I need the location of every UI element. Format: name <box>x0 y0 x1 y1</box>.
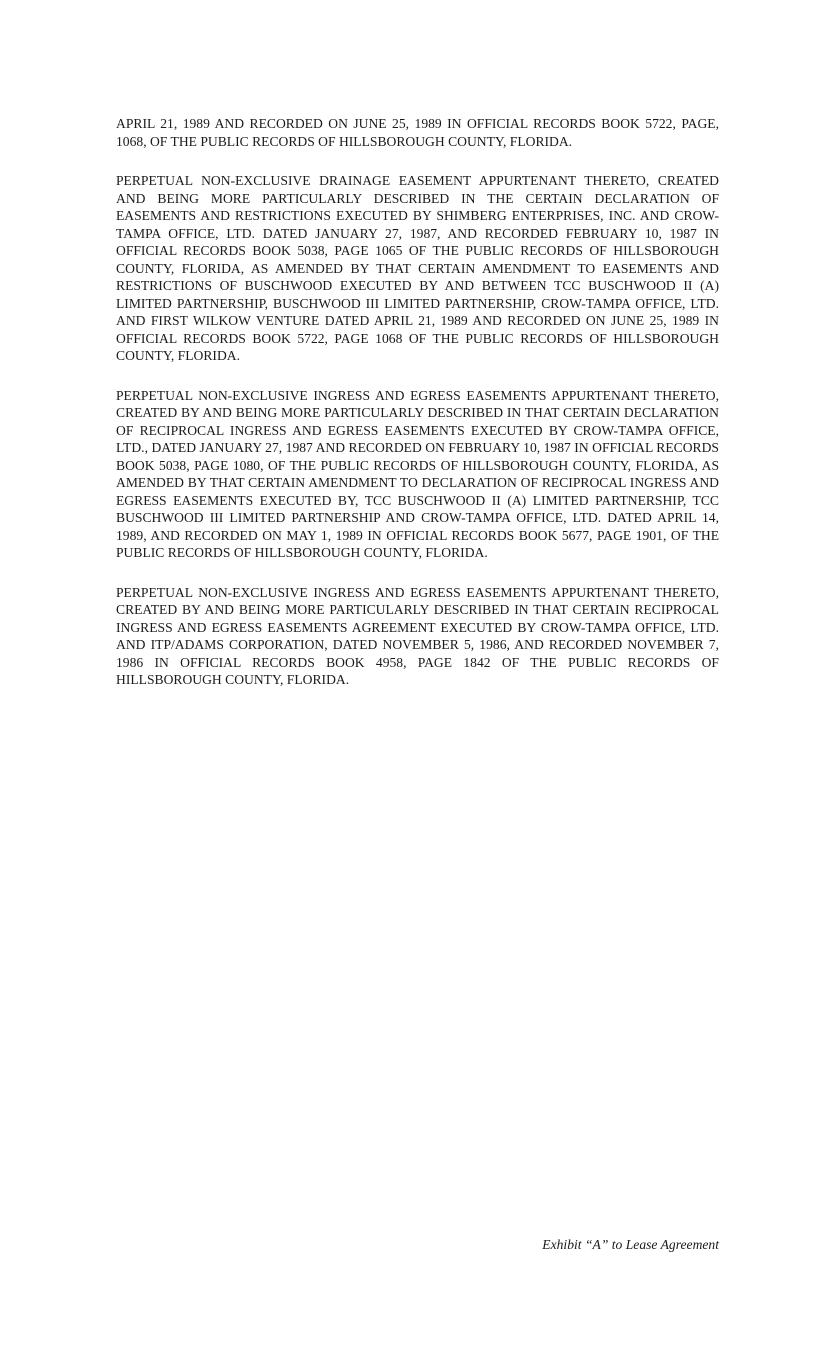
document-body <box>116 115 719 711</box>
paragraph-ingress-egress-declaration: PERPETUAL NON-EXCLUSIVE INGRESS AND EGRESS EASEMENTS APPURTENANT THERETO, CREATED BY AND BEING MORE PARTICULARLY DESCRIBED IN THAT CERTAIN DECLARATION OF RECIPROCAL INGRESS AND EGRESS EASEMENTS EXECUTED BY CROW-TAMPA OFFICE, LTD., DATED JANUARY 27, 1987 AND RECORDED ON FEBRUARY 10, 1987 IN OFFICIAL RECORDS BOOK 5038, PAGE 1080, OF THE PUBLIC RECORDS OF HILLSBOROUGH COUNTY, FLORIDA, AS AMENDED BY THAT CERTAIN AMENDMENT TO DECLARATION OF RECIPROCAL INGRESS AND EGRESS EASEMENTS EXECUTED BY, TCC BUSCHWOOD II (A) LIMITED PARTNERSHIP, TCC BUSCHWOOD III LIMITED PARTNERSHIP AND CROW-TAMPA OFFICE, LTD. DATED APRIL 14, 1989, AND RECORDED ON MAY 1, 1989 IN OFFICIAL RECORDS BOOK 5677, PAGE 1901, OF THE PUBLIC RECORDS OF HILLSBOROUGH COUNTY, FLORIDA. <box>116 387 719 560</box>
paragraph-ingress-egress-agreement: PERPETUAL NON-EXCLUSIVE INGRESS AND EGRESS EASEMENTS APPURTENANT THERETO, CREATED BY AND BEING MORE PARTICULARLY DESCRIBED IN THAT CERTAIN RECIPROCAL INGRESS AND EGRESS EASEMENTS AGREEMENT EXECUTED BY CROW-TAMPA OFFICE, LTD. AND ITP/ADAMS CORPORATION, DATED NOVEMBER 5, 1986, AND RECORDED NOVEMBER 7, 1986 IN OFFICIAL RECORDS BOOK 4958, PAGE 1842 OF THE PUBLIC RECORDS OF HILLSBOROUGH COUNTY, FLORIDA. <box>116 584 719 687</box>
exhibit-footer: Exhibit “A” to Lease Agreement <box>542 1237 719 1252</box>
paragraph-drainage-easement: PERPETUAL NON-EXCLUSIVE DRAINAGE EASEMENT APPURTENANT THERETO, CREATED AND BEING MORE PARTICULARLY DESCRIBED IN THE CERTAIN DECLARATION OF EASEMENTS AND RESTRICTIONS EXECUTED BY SHIMBERG ENTERPRISES, INC. AND CROW-TAMPA OFFICE, LTD. DATED JANUARY 27, 1987, AND RECORDED FEBRUARY 10, 1987 IN OFFICIAL RECORDS BOOK 5038, PAGE 1065 OF THE PUBLIC RECORDS OF HILLSBOROUGH COUNTY, FLORIDA, AS AMENDED BY THAT CERTAIN AMENDMENT TO EASEMENTS AND RESTRICTIONS OF BUSCHWOOD EXECUTED BY AND BETWEEN TCC BUSCHWOOD II (A) LIMITED PARTNERSHIP, BUSCHWOOD III LIMITED PARTNERSHIP, CROW-TAMPA OFFICE, LTD. AND FIRST WILKOW VENTURE DATED APRIL 21, 1989 AND RECORDED ON JUNE 25, 1989 IN OFFICIAL RECORDS BOOK 5722, PAGE 1068 OF THE PUBLIC RECORDS OF HILLSBOROUGH COUNTY, FLORIDA. <box>116 173 719 363</box>
paragraph-recording-continuation: APRIL 21, 1989 AND RECORDED ON JUNE 25, 1989 IN OFFICIAL RECORDS BOOK 5722, PAGE, 1068, OF THE PUBLIC RECORDS OF HILLSBOROUGH COUNTY, FLORIDA. <box>116 116 719 149</box>
